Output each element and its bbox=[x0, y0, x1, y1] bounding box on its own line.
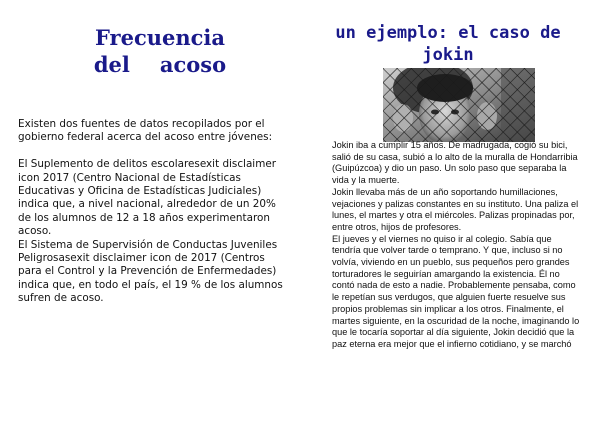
left-paragraph-1: El Suplemento de delitos escolaresexit disclaimer icon 2017 (Centro Nacional de Estadísticas Educativas y Oficina de Estadísticas Judiciales) indica que, a nivel nacional, alrededor de un 20% de los alumnos de 12 a 18 años experimentaron acoso. bbox=[18, 158, 276, 238]
photo-image bbox=[383, 68, 535, 142]
right-paragraph-3: El jueves y el viernes no quiso ir al colegio. Sabía que tendría que volver tarde o temprano. Y que, incluso si no volvía, viviendo en un pueblo, sus pequeños pero grandes torturadores le seguirían amargando la existencia. Él no contó nada de esto a nadie. Probablemente pensaba, como le repetían sus verdugos, que alguien fuerte resuelve sus propios problemas sin implicar a los otros. Finalmente, el martes siguiente, en la oscuridad de la noche, imaginando lo que le tocaría soportar al día siguiente, Jokin decidió que la paz eterna era mejor que el infierno cotidiano, y se marchó bbox=[332, 233, 580, 349]
right-paragraph-2: Jokin llevaba más de un año soportando humillaciones, vejaciones y palizas constantes en su instituto. Una paliza el lunes, el martes y otra el miércoles. Palizas propinadas por, entre otros, hijos de profesores. bbox=[332, 186, 579, 232]
left-intro-paragraph: Existen dos fuentes de datos recopilados por el gobierno federal acerca del acoso entre jóvenes: bbox=[18, 118, 273, 144]
left-body-text bbox=[18, 118, 288, 306]
right-title-line-2: jokin bbox=[422, 45, 474, 65]
left-paragraph-2: El Sistema de Supervisión de Conductas Juveniles Peligrosasexit disclaimer icon de 2017 (Centros para el Control y la Prevención de Enfermedades) indica que, en todo el país, el 19 % de los alumnos sufren de acoso. bbox=[18, 238, 283, 305]
left-section-title bbox=[30, 24, 290, 78]
right-section-title bbox=[316, 22, 580, 66]
left-title-word-acoso: acoso bbox=[159, 52, 227, 77]
left-title-line-2 bbox=[30, 51, 290, 78]
right-paragraph-1: Jokin iba a cumplir 15 años. De madrugada, cogió su bici, salió de su casa, subió a lo alto de la muralla de Hondarribia (Guipúzcoa) y dio un paso. Un solo paso que separaba la vida y la muerte. bbox=[332, 140, 578, 186]
boy-behind-fence-photo bbox=[383, 68, 535, 142]
right-title-line-1: un ejemplo: el caso de bbox=[335, 23, 561, 43]
left-title-line-1: Frecuencia bbox=[94, 25, 226, 50]
right-body-text bbox=[332, 140, 582, 351]
left-title-word-del: del bbox=[93, 52, 130, 77]
